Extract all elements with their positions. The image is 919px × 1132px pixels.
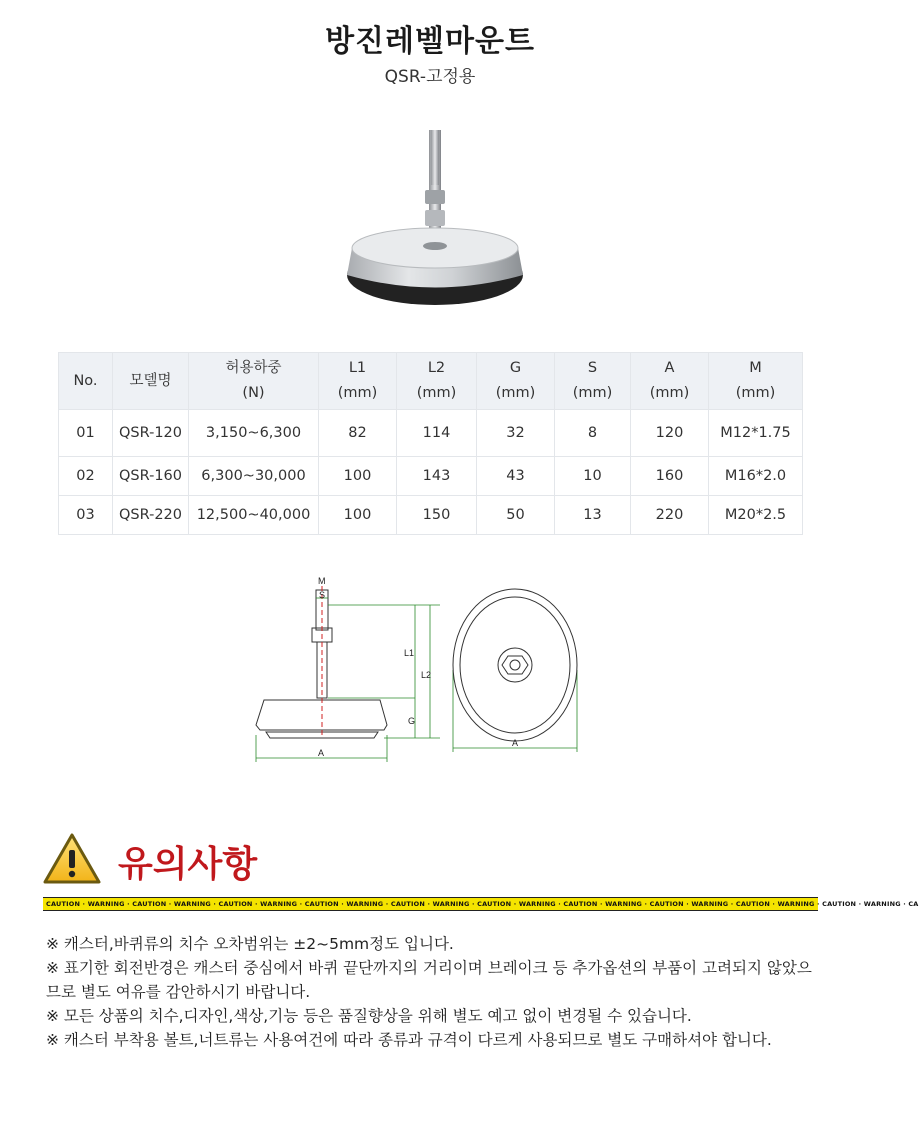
product-photo (330, 100, 540, 330)
header-l2: L2 (mm) (397, 353, 477, 410)
dim-label-l2: L2 (421, 670, 432, 680)
spec-table (58, 352, 803, 535)
cell-l2: 114 (397, 410, 477, 457)
cell-g: 32 (477, 410, 555, 457)
cell-model: QSR-160 (113, 457, 189, 496)
cell-a: 120 (631, 410, 709, 457)
header-g: G (mm) (477, 353, 555, 410)
cell-no: 02 (59, 457, 113, 496)
header-load: 허용하중 (N) (189, 353, 319, 410)
dim-label-a-top: A (512, 738, 519, 748)
dim-label-l1: L1 (404, 648, 415, 658)
cell-a: 160 (631, 457, 709, 496)
table-row (59, 457, 803, 496)
notice-item: ※ 캐스터,바퀴류의 치수 오차범위는 ±2~5mm정도 입니다. (46, 935, 454, 953)
cell-s: 10 (555, 457, 631, 496)
caution-tape (43, 897, 919, 911)
dim-label-s: S (319, 590, 326, 600)
top-view (453, 589, 577, 741)
page-title: 방진레벨마운트 (325, 24, 535, 59)
cell-a: 220 (631, 496, 709, 535)
dim-label-m: M (318, 576, 326, 586)
cell-model: QSR-220 (113, 496, 189, 535)
header-m: M (mm) (709, 353, 803, 410)
cell-load: 12,500~40,000 (189, 496, 319, 535)
cell-m: M16*2.0 (709, 457, 803, 496)
table-row (59, 410, 803, 457)
cell-load: 3,150~6,300 (189, 410, 319, 457)
page-subtitle: QSR-고정용 (384, 67, 476, 87)
cell-g: 50 (477, 496, 555, 535)
technical-drawing (250, 570, 590, 770)
notice-item: ※ 표기한 회전반경은 캐스터 중심에서 바퀴 끝단까지의 거리이며 브레이크 등 추가옵션의 부품이 고려되지 않았으므로 별도 여유를 감안하시기 바랍니다. (46, 959, 812, 1001)
table-row (59, 496, 803, 535)
cell-l2: 150 (397, 496, 477, 535)
cell-m: M12*1.75 (709, 410, 803, 457)
cell-no: 01 (59, 410, 113, 457)
cell-l1: 82 (319, 410, 397, 457)
notice-item: ※ 모든 상품의 치수,디자인,색상,기능 등은 품질향상을 위해 별도 예고 없이 변경될 수 있습니다. (46, 1007, 692, 1025)
header-l1: L1 (mm) (319, 353, 397, 410)
warning-triangle-icon (42, 832, 102, 886)
notice-list (46, 932, 816, 1052)
notice-title: 유의사항 (118, 844, 258, 885)
notice-item: ※ 캐스터 부착용 볼트,너트류는 사용여건에 따라 종류과 규격이 다르게 사용되므로 별도 구매하셔야 합니다. (46, 1031, 772, 1049)
cell-load: 6,300~30,000 (189, 457, 319, 496)
table-header-row (59, 353, 803, 410)
dim-label-g: G (408, 716, 416, 726)
cell-s: 8 (555, 410, 631, 457)
caution-tape-text: CAUTION · WARNING · CAUTION · WARNING · CAUTION · WARNING · CAUTION · WARNING · CAUTION · WARNING · CAUTION · WARNING · CAUTION · WARNING · CAUTION · WARNING · CAUTION · WARNING · CAUTION · WARNING · CA (46, 900, 919, 908)
cell-l2: 143 (397, 457, 477, 496)
header-s: S (mm) (555, 353, 631, 410)
cell-s: 13 (555, 496, 631, 535)
cell-no: 03 (59, 496, 113, 535)
header-no: No. (59, 353, 113, 410)
cell-l1: 100 (319, 496, 397, 535)
cell-g: 43 (477, 457, 555, 496)
cell-model: QSR-120 (113, 410, 189, 457)
dim-label-a-side: A (318, 748, 325, 758)
cell-l1: 100 (319, 457, 397, 496)
header-model: 모델명 (113, 353, 189, 410)
cell-m: M20*2.5 (709, 496, 803, 535)
header-a: A (mm) (631, 353, 709, 410)
